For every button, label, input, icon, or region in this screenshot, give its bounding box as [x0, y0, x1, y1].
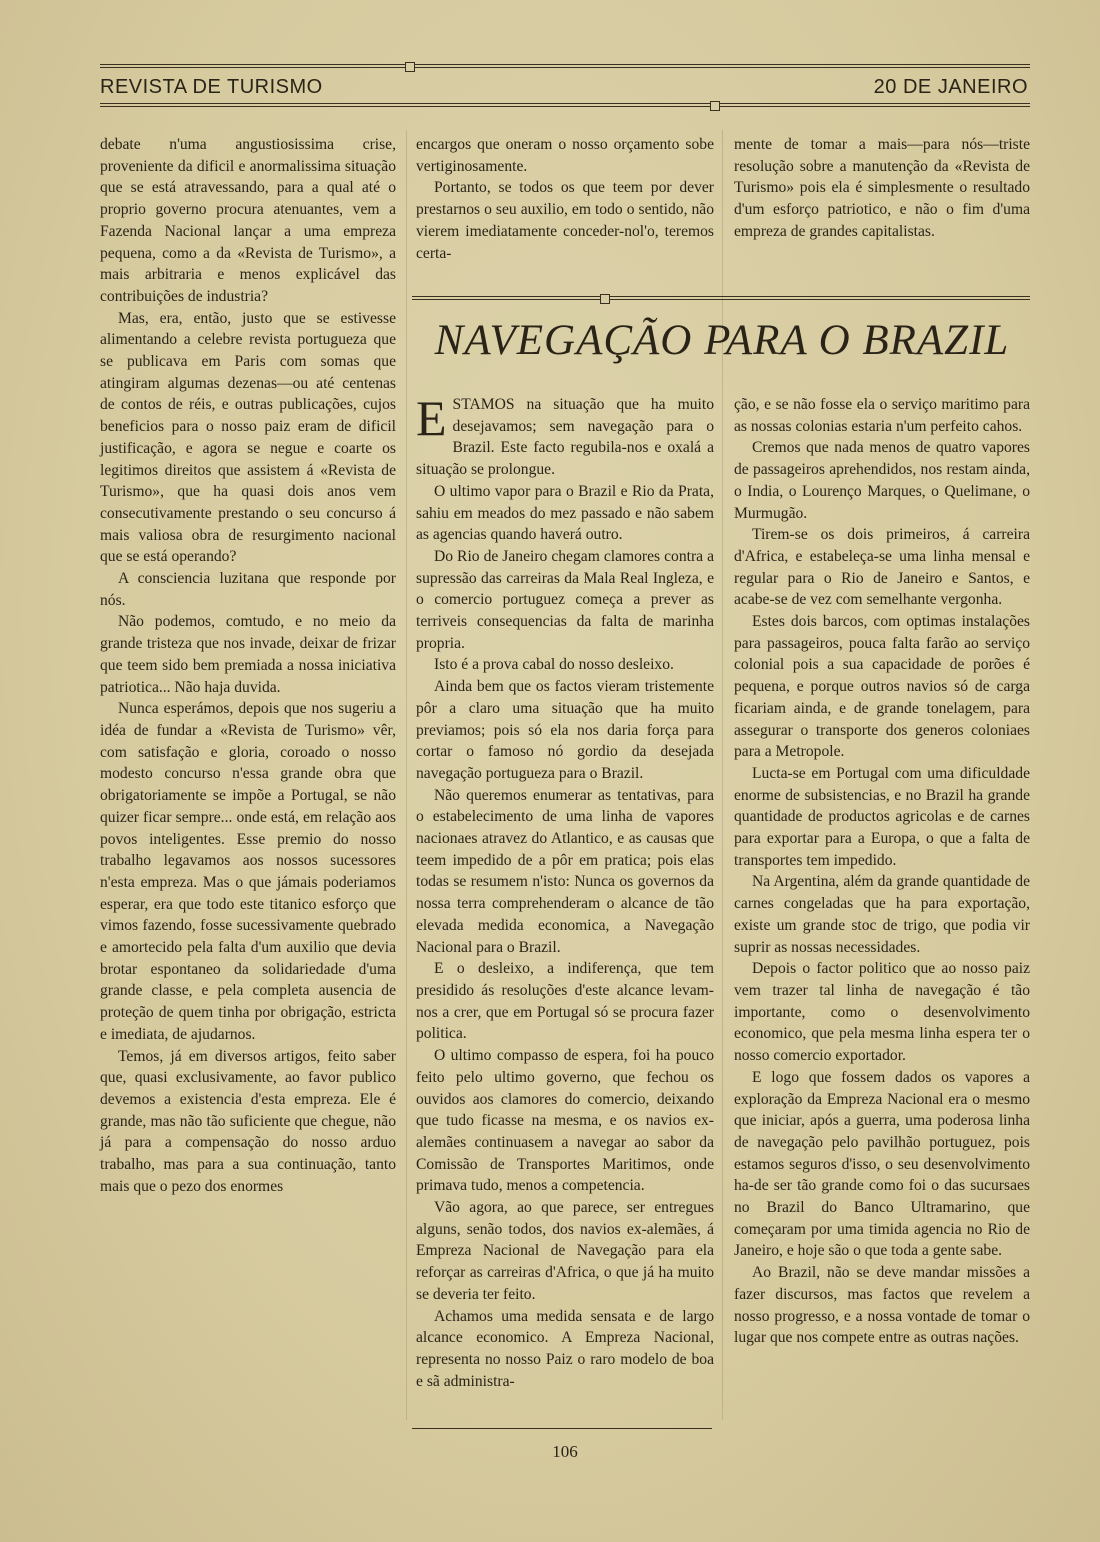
paragraph: Vão agora, ao que parece, ser entregues alguns, senão todos, dos navios ex-alemães, á Empreza Nacional de Navegação para ela reforçar as carreiras d'Africa, o que já ha muito se deveria ter feito. [416, 1199, 714, 1303]
paragraph: E logo que fossem dados os vapores a exploração da Empreza Nacional era o mesmo que iniciar, após a guerra, uma poderosa linha de navegação pelo pavilhão portuguez, pois estamos seguros d'isso, o seu desenvolvimento ha-de ser tão grande como foi o das sucursaes no Brazil do Banco Ultramarino, que começaram por uma timida agencia no Rio de Janeiro, e hoje são o que toda a gente sabe. [734, 1068, 1030, 1260]
column-divider [406, 130, 407, 1420]
paragraph: Na Argentina, além da grande quantidade de carnes congeladas que ha para exportação, existe um grande stoc de trigo, que podia vir suprir as nossas necessidades. [734, 873, 1030, 956]
paragraph: mente de tomar a mais—para nós—triste resolução sobre a manutenção da «Revista de Turismo» pois ela é simplesmente o resultado d'um esforço patriotico, e não o fim d'uma empreza de grandes capitalistas. [734, 136, 1030, 240]
paragraph: Depois o factor politico que ao nosso paiz vem trazer tal linha de navegação é tão importante, como o desenvolvimento economico, que pela mesma linha espera ter o nosso comercio exportador. [734, 960, 1030, 1065]
header-date: 20 DE JANEIRO [873, 76, 1028, 98]
paragraph: Ao Brazil, não se deve mandar missões a fazer discursos, mas factos que revelem a nosso progresso, e a nossa vontade de tomar o lugar que nos compete entre as outras nações. [734, 1264, 1030, 1347]
header-top-rule [100, 64, 1030, 68]
column-1 [100, 134, 396, 1197]
paragraph: Lucta-se em Portugal com uma dificuldade enorme de subsistencias, e no Brazil ha grande quantidade de productos agricolas e de carnes para exportar para a Europa, o que a falta de transportes tem impedido. [734, 764, 1030, 869]
header-bottom-rule [100, 103, 1030, 107]
paragraph: encargos que oneram o nosso orçamento sobe vertiginosamente. [416, 136, 714, 175]
ornament-top [405, 62, 415, 72]
article-title: NAVEGAÇÃO PARA O BRAZIL [434, 317, 1010, 364]
article-separator-rule [412, 296, 1030, 300]
paragraph: Cremos que nada menos de quatro vapores de passageiros aprehendidos, nos restam ainda, o India, o Lourenço Marques, o Quelimane, o Murmugão. [734, 439, 1030, 522]
article-column-3 [734, 394, 1030, 1349]
drop-cap: E [416, 390, 447, 446]
paragraph: Mas, era, então, justo que se estivesse alimentando a celebre revista portugueza que se publicava em Paris com somas que atingiram algumas dezenas—ou até centenas de contos de réis, e outras publicações, cujos beneficios para o nosso paiz eram de dificil justificação, e agora se negue e coarte os legitimos direitos que assistem á «Revista de Turismo», que ha quasi dois anos vem consecutivamente prestando o seu concurso á mais valiosa obra de resurgimento nacional que se está operando? [100, 309, 396, 566]
paragraph-lead [416, 390, 714, 481]
column-2-top [416, 134, 714, 264]
article-column-2 [416, 390, 714, 1392]
footer-rule [412, 1428, 712, 1429]
page-number: 106 [552, 1442, 578, 1461]
ornament-article [600, 294, 610, 304]
paragraph: Isto é a prova cabal do nosso desleixo. [434, 656, 674, 674]
column-3-top [734, 134, 1030, 243]
paragraph: Do Rio de Janeiro chegam clamores contra a supressão das carreiras da Mala Real Ingleza, e o comercio portuguez começa a prever as terriveis consequencias da falta de marinha propria. [416, 547, 714, 652]
paragraph: O ultimo compasso de espera, foi ha pouco feito pelo ultimo governo, que fechou os ouvidos aos clamores do comercio, deixando que tudo ficasse na mesma, e os navios ex-alemães continuasem a navegar ao sabor da Comissão de Transportes Maritimos, onde primava tudo, menos a competencia. [416, 1047, 714, 1195]
paragraph: E o desleixo, a indiferença, que tem presidido ás resoluções d'este alcance levam-nos a crer, que em Portugal só se procura fazer politica. [416, 960, 714, 1043]
paragraph: Temos, já em diversos artigos, feito saber que, quasi exclusivamente, ao favor publico devemos a existencia d'esta empreza. Ele é grande, mas não tão suficiente que chegue, não já para a compensação do nosso arduo trabalho, mas para a sua continuação, tanto mais que o pezo dos enormes [100, 1047, 396, 1195]
ornament-header-bottom [710, 101, 720, 111]
paragraph: Achamos uma medida sensata e de largo alcance economico. A Empreza Nacional, representa no nosso Paiz o raro modelo de boa e sã administra- [416, 1307, 714, 1390]
paragraph: ção, e se não fosse ela o serviço maritimo para as nossas colonias estaria n'um perfeito cahos. [734, 396, 1030, 435]
paragraph: Estes dois barcos, com optimas instalações para passageiros, pouca falta farão ao serviço colonial pois a sua capacidade de porões é pequena, e porque outros navios só de carga ficariam ainda, e de grande tonelagem, para assegurar o transporte dos generos coloniaes para a Metropole. [734, 613, 1030, 761]
paragraph: Ainda bem que os factos vieram tristemente pôr a claro uma situação que ha muito previamos; pois só ela nos daria força para cortar o famoso nó gordio da desejada navegação portugueza para o Brazil. [416, 678, 714, 782]
lead-text: STAMOS na situação que ha muito desejavamos; sem navegação para o Brazil. Este facto regubila-nos e oxalá a situação se prolongue. [416, 396, 714, 479]
paragraph: Não queremos enumerar as tentativas, para o estabelecimento de uma linha de vapores nacionaes atravez do Atlantico, e as causas que teem impedido de a pôr em pratica; pois elas todas se resumem n'isto: Nunca os governos da nossa terra comprehenderam o alcance de tão elevada medida economica, a Navegação Nacional para o Brazil. [416, 786, 714, 956]
paragraph: Portanto, se todos os que teem por dever prestarnos o seu auxilio, em todo o sentido, não vierem imediatamente conceder-nol'o, teremos certa- [416, 179, 714, 262]
paragraph: Nunca esperámos, depois que nos sugeriu a idéa de fundar a «Revista de Turismo» vêr, com satisfação e gloria, coroado o nosso modesto concurso n'essa grande obra que obrigatoriamente se impõe a Portugal, se não quizer ficar sempre... onde está, em relação aos povos inteligentes. Esse premio do nosso trabalho legavamos aos nossos sucessores n'esta empreza. Mas o que jámais poderiamos esperar, era que todo este titanico esforço que vimos fazendo, fosse sucessivamente quebrado e amortecido pela falta d'um auxilio que devia brotar espontaneo da solidariedade d'uma grande classe, e pela completa ausencia de proteção de quem tinha por obrigação, estricta e imediata, de ajudarnos. [100, 700, 396, 1043]
paragraph: O ultimo vapor para o Brazil e Rio da Prata, sahiu em meados do mez passado e não sabem as agencias quando haverá outro. [416, 482, 714, 544]
paragraph: Tirem-se os dois primeiros, á carreira d'Africa, e estabeleça-se uma linha mensal e regular para o Rio de Janeiro e Santos, e acabe-se de vez com semelhante vergonha. [734, 526, 1030, 609]
paragraph: A consciencia luzitana que responde por nós. [100, 570, 396, 609]
paragraph: debate n'uma angustiosissima crise, proveniente da dificil e anormalissima situação que se está atravessando, para a qual até o proprio governo procura atenuantes, vem a Fazenda Nacional lançar a uma empreza pequena, como a da «Revista de Turismo», a mais arbitraria e menos explicável das contribuições de industria? [100, 136, 396, 305]
paragraph: Não podemos, comtudo, e no meio da grande tristeza que nos invade, deixar de frizar que teem sido bem premiada a nossa iniciativa patriotica... Não haja duvida. [100, 613, 396, 696]
header-title: REVISTA DE TURISMO [100, 76, 323, 98]
